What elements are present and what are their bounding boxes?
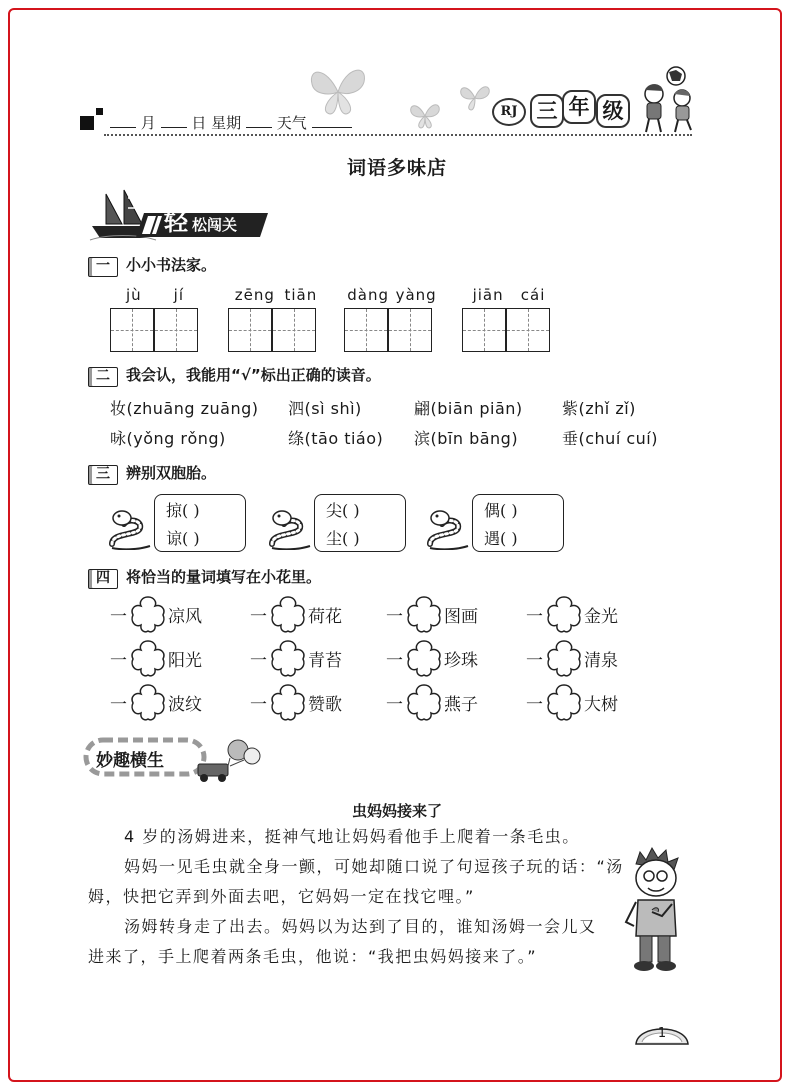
section-banner-fun-label: 妙趣横生	[96, 751, 164, 771]
noun-word: 波纹	[168, 694, 202, 715]
question-text: 我会认，我能用“√”标出正确的读音。	[126, 366, 381, 384]
measure-word-item	[386, 682, 478, 722]
story-title: 虫妈妈接来了	[351, 802, 442, 820]
question-4	[88, 566, 321, 589]
question-number: 四	[88, 569, 118, 589]
writing-grid-cell[interactable]	[344, 308, 388, 352]
grade-char-box: 三	[530, 94, 564, 128]
noun-word: 大树	[584, 694, 618, 715]
snake-icon	[426, 504, 470, 550]
pinyin-group	[110, 286, 200, 304]
twin-char-blank[interactable]: 尘( )	[326, 529, 360, 548]
question-text: 将恰当的量词填写在小花里。	[126, 568, 322, 586]
page-number: 1	[657, 1026, 667, 1041]
numeral-prefix: 一	[110, 650, 127, 671]
question-3	[88, 462, 216, 485]
weather-label: 天气	[276, 114, 307, 132]
numeral-prefix: 一	[110, 606, 127, 627]
page-title: 词语多味店	[346, 157, 447, 179]
noun-word: 凉风	[168, 606, 202, 627]
numeral-prefix: 一	[526, 650, 543, 671]
twin-char-blank[interactable]: 遇( )	[484, 529, 518, 548]
flower-blank-icon[interactable]	[268, 594, 308, 634]
flower-blank-icon[interactable]	[128, 594, 168, 634]
day-label: 日	[191, 114, 207, 132]
butterfly-icon	[306, 62, 370, 120]
banner-rest-text: 松闯关	[192, 216, 238, 234]
story-line: 姆，快把它弄到外面去吧，它妈妈一定在找它哩。”	[88, 887, 475, 906]
grade-char-box: 级	[596, 94, 630, 128]
writing-grid-cell[interactable]	[228, 308, 272, 352]
flower-blank-icon[interactable]	[404, 638, 444, 678]
day-blank	[161, 114, 187, 128]
numeral-prefix: 一	[526, 694, 543, 715]
question-number: 二	[88, 367, 118, 387]
story-line: 妈妈一见毛虫就全身一颤，可她却随口说了句逗孩子玩的话：“汤	[124, 857, 624, 876]
boy-with-caterpillar-icon	[622, 846, 692, 976]
twin-char-blank[interactable]: 谅( )	[166, 529, 200, 548]
header-dotted-rule	[104, 134, 692, 136]
question-text: 小小书法家。	[126, 256, 217, 274]
snake-icon	[268, 504, 312, 550]
measure-word-item	[526, 682, 618, 722]
noun-word: 金光	[584, 606, 618, 627]
numeral-prefix: 一	[386, 694, 403, 715]
reading-item[interactable]: 紫(zhǐ zǐ)	[562, 399, 636, 418]
pinyin-syllable: jù	[125, 286, 142, 304]
flower-blank-icon[interactable]	[544, 594, 584, 634]
reading-item[interactable]: 绦(tāo tiáo)	[288, 429, 384, 448]
numeral-prefix: 一	[386, 650, 403, 671]
pinyin-syllable: zēng	[234, 286, 275, 304]
reading-item[interactable]: 翩(biān piān)	[414, 399, 523, 418]
noun-word: 珍珠	[444, 650, 478, 671]
story-line: 4 岁的汤姆进来，挺神气地让妈妈看他手上爬着一条毛虫。	[124, 827, 580, 846]
reading-item[interactable]: 滨(bīn bāng)	[414, 429, 519, 448]
reading-item[interactable]: 垂(chuí cuí)	[562, 429, 658, 448]
noun-word: 荷花	[308, 606, 342, 627]
pinyin-group	[464, 286, 554, 304]
pinyin-syllable: tiān	[284, 286, 318, 304]
numeral-prefix: 一	[110, 694, 127, 715]
pinyin-syllable: cái	[520, 286, 546, 304]
reading-item[interactable]: 妆(zhuāng zuāng)	[110, 399, 259, 418]
pinyin-group	[230, 286, 322, 304]
twin-char-blank[interactable]: 掠( )	[166, 501, 200, 520]
twin-char-blank[interactable]: 尖( )	[326, 501, 360, 520]
numeral-prefix: 一	[526, 606, 543, 627]
numeral-prefix: 一	[250, 694, 267, 715]
flower-blank-icon[interactable]	[404, 682, 444, 722]
numeral-prefix: 一	[386, 606, 403, 627]
flower-blank-icon[interactable]	[404, 594, 444, 634]
writing-grid-cell[interactable]	[388, 308, 432, 352]
measure-word-item	[110, 594, 202, 634]
flower-blank-icon[interactable]	[268, 638, 308, 678]
measure-word-item	[110, 682, 202, 722]
measure-word-item	[526, 638, 618, 678]
question-number: 三	[88, 465, 118, 485]
writing-grid-cell[interactable]	[154, 308, 198, 352]
measure-word-item	[386, 594, 478, 634]
story-body	[88, 822, 628, 972]
noun-word: 燕子	[444, 694, 478, 715]
measure-word-item	[110, 638, 202, 678]
writing-grid-cell[interactable]	[462, 308, 506, 352]
question-text: 辨别双胞胎。	[126, 464, 217, 482]
numeral-prefix: 一	[250, 606, 267, 627]
kids-playing-ball-icon	[636, 64, 698, 136]
noun-word: 清泉	[584, 650, 618, 671]
pinyin-syllable: jiān	[472, 286, 504, 304]
writing-grid-cell[interactable]	[272, 308, 316, 352]
corner-squares-icon	[80, 106, 110, 132]
pinyin-syllable: dàng	[347, 286, 390, 304]
flower-blank-icon[interactable]	[128, 638, 168, 678]
writing-grid-cell[interactable]	[110, 308, 154, 352]
snake-icon	[108, 504, 152, 550]
grade-char-box: 年	[562, 90, 596, 124]
butterfly-icon	[408, 100, 442, 130]
flower-blank-icon[interactable]	[268, 682, 308, 722]
butterfly-icon	[458, 82, 492, 112]
flower-blank-icon[interactable]	[544, 682, 584, 722]
noun-word: 青苔	[308, 650, 342, 671]
reading-item[interactable]: 泗(sì shì)	[288, 399, 362, 418]
question-number: 一	[88, 257, 118, 277]
question-1	[88, 254, 216, 277]
story-line: 汤姆转身走了出去。妈妈以为达到了目的，谁知汤姆一会儿又	[124, 917, 597, 936]
flower-blank-icon[interactable]	[128, 682, 168, 722]
measure-word-item	[386, 638, 478, 678]
measure-word-item	[250, 594, 342, 634]
weekday-label: 星期	[211, 114, 242, 132]
edition-badge: RJ	[492, 98, 526, 126]
reading-item[interactable]: 咏(yǒng rǒng)	[110, 429, 226, 448]
pinyin-syllable: yàng	[395, 286, 437, 304]
measure-word-item	[250, 682, 342, 722]
story-line: 进来了，手上爬着两条毛虫，他说：“我把虫妈妈接来了。”	[88, 947, 538, 966]
workbook-page	[8, 8, 782, 1082]
banner-big-char: 轻	[164, 208, 188, 236]
noun-word: 阳光	[168, 650, 202, 671]
month-blank	[110, 114, 136, 128]
pinyin-syllable: jí	[173, 286, 184, 304]
noun-word: 图画	[444, 606, 478, 627]
noun-word: 赞歌	[308, 694, 342, 715]
writing-grid-cell[interactable]	[506, 308, 550, 352]
measure-word-item	[526, 594, 618, 634]
weekday-blank	[246, 114, 272, 128]
twin-char-blank[interactable]: 偶( )	[484, 501, 518, 520]
month-label: 月	[140, 114, 156, 132]
measure-word-item	[250, 638, 342, 678]
question-2	[88, 364, 381, 387]
pinyin-group	[344, 286, 440, 304]
flower-blank-icon[interactable]	[544, 638, 584, 678]
numeral-prefix: 一	[250, 650, 267, 671]
